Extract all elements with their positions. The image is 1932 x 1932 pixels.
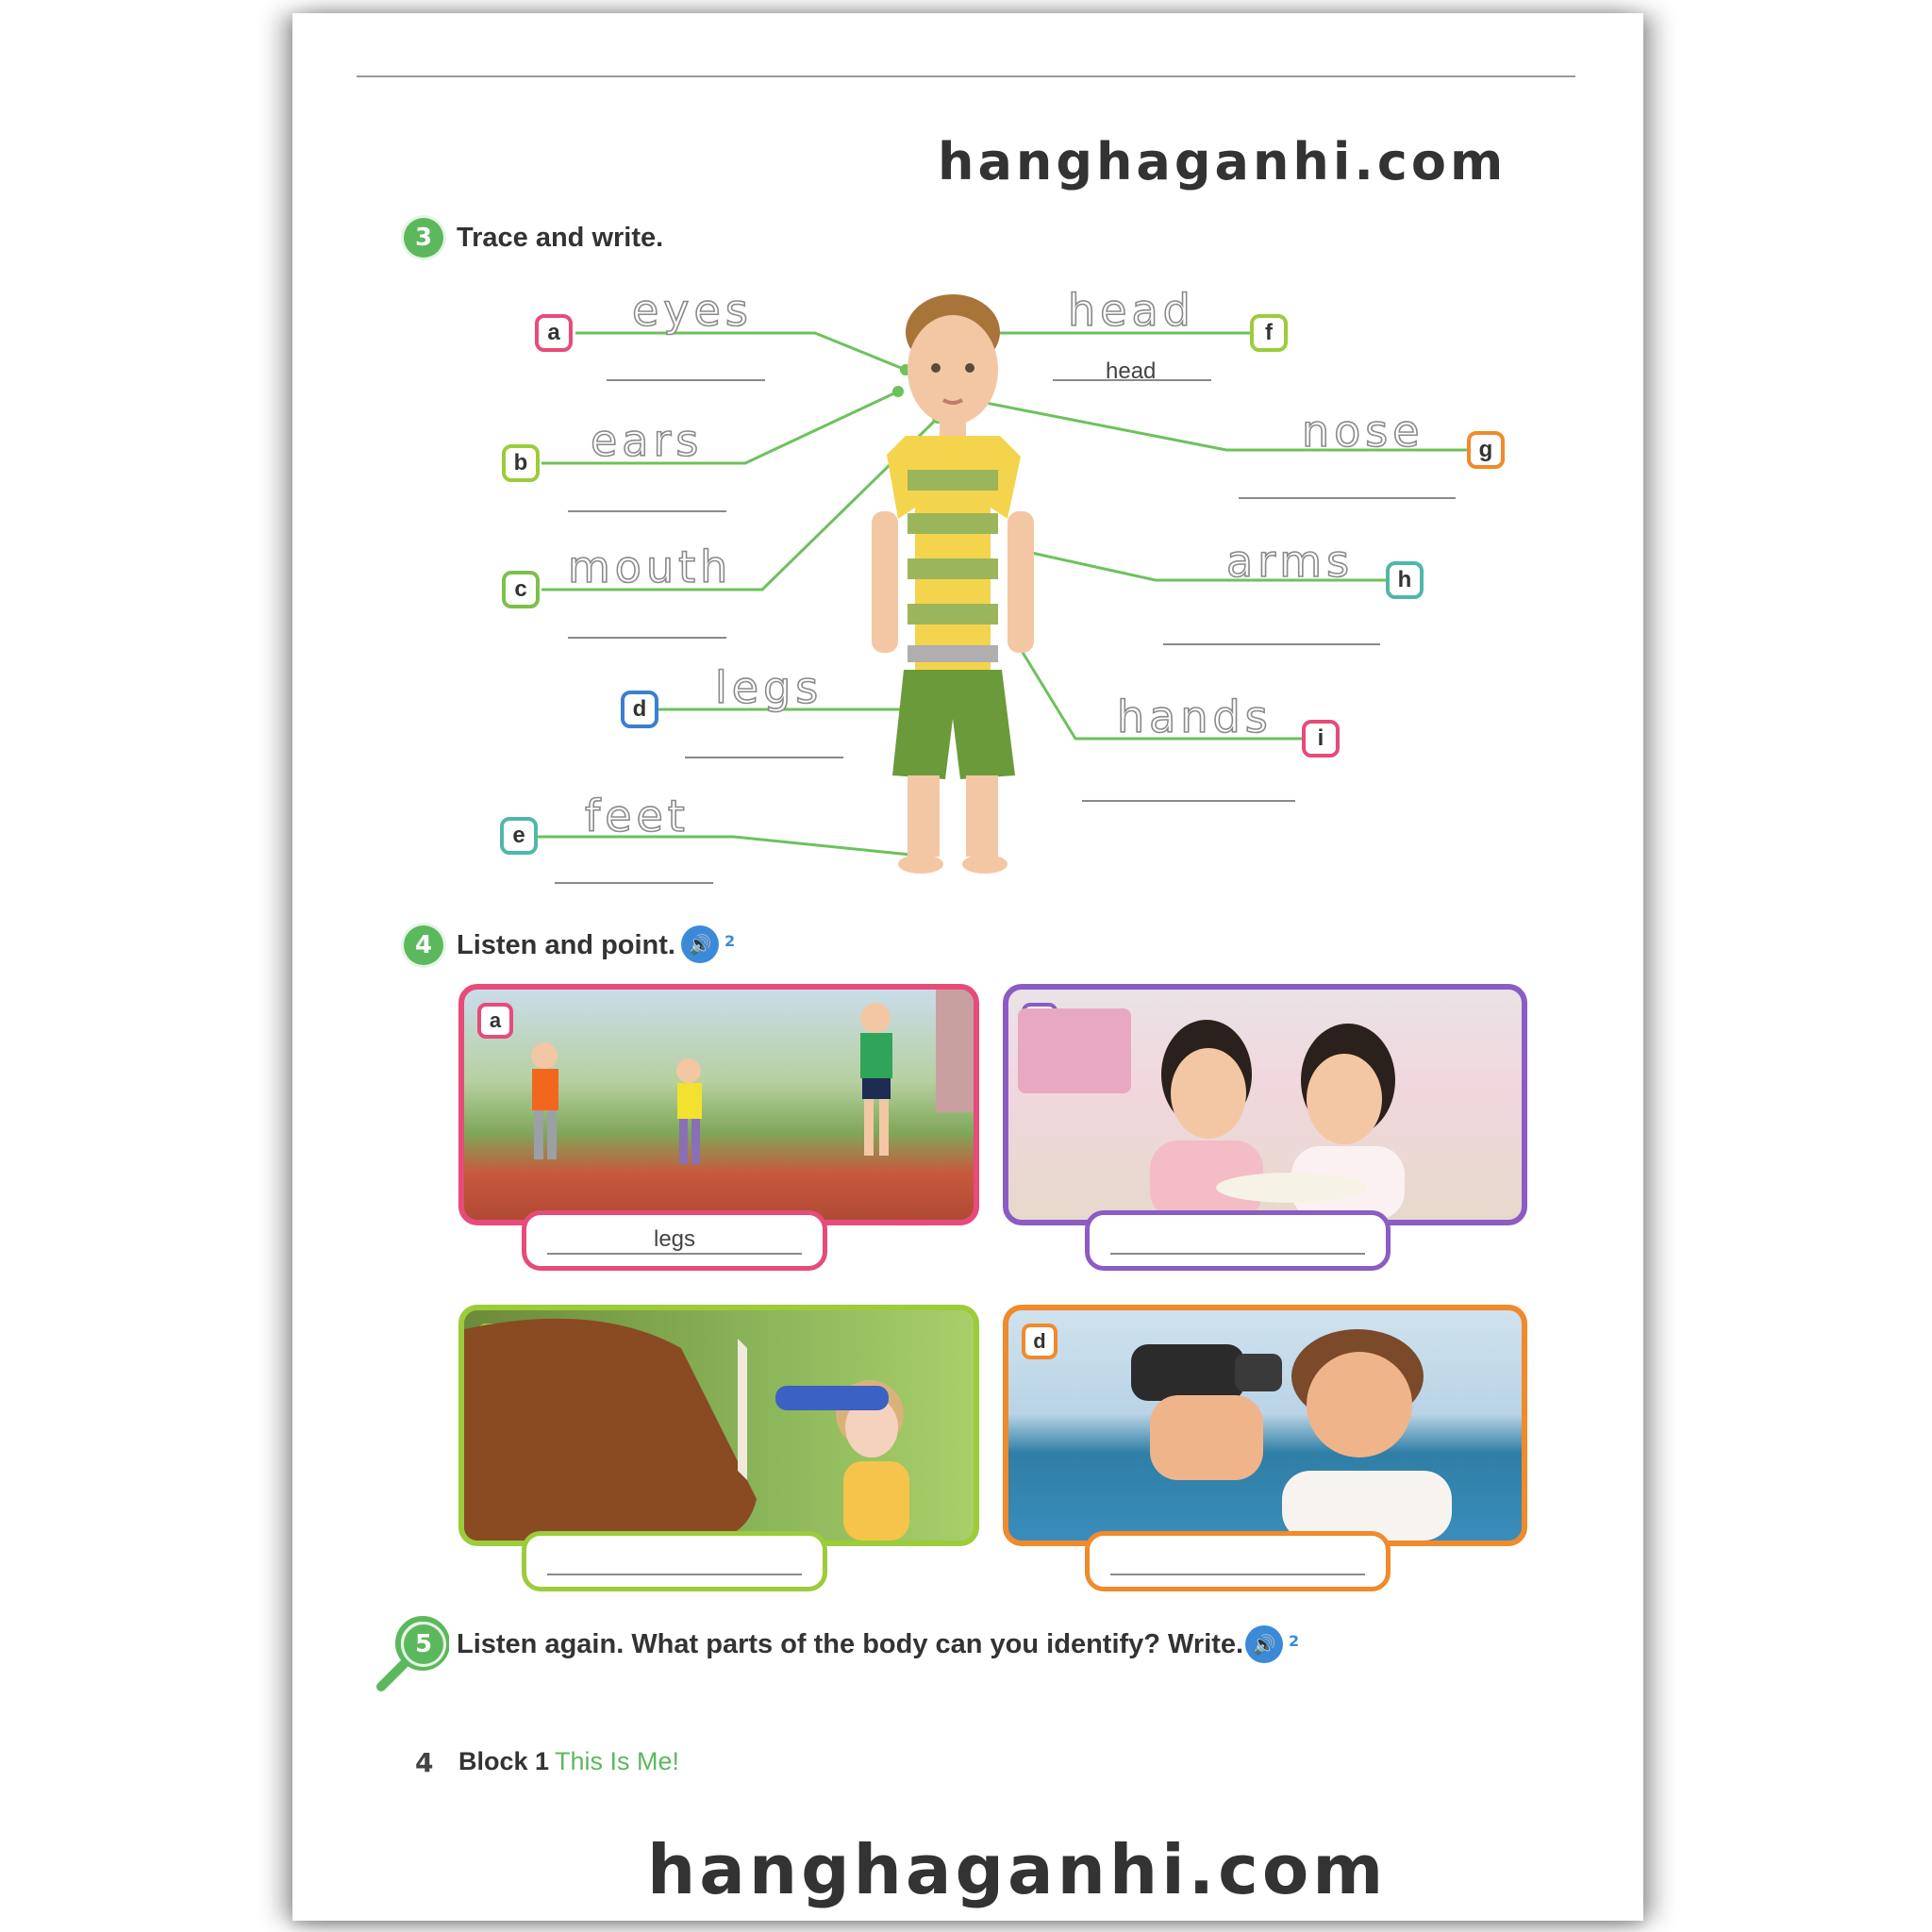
photo-badge-d: d <box>1022 1324 1058 1359</box>
label-badge-i: i <box>1302 720 1340 758</box>
trace-word-mouth: mouth <box>568 541 733 592</box>
answer-box-a[interactable] <box>522 1210 827 1271</box>
photo-c-horse-and-girl[interactable] <box>458 1305 979 1546</box>
photo-a-running-kids[interactable] <box>458 984 979 1225</box>
audio-icon[interactable]: 🔊 <box>681 925 719 963</box>
write-line-a[interactable] <box>607 379 765 381</box>
watermark-top: hanghaganhi.com <box>938 132 1507 192</box>
answer-line-b <box>1110 1253 1365 1255</box>
label-badge-e: e <box>500 817 538 855</box>
top-rule <box>357 75 1575 77</box>
written-answer-f: head <box>1106 358 1157 384</box>
write-line-h[interactable] <box>1163 643 1380 645</box>
girls-eating-figures <box>1008 990 1522 1220</box>
label-badge-h: h <box>1386 561 1424 599</box>
write-line-i[interactable] <box>1082 800 1295 802</box>
write-line-c[interactable] <box>568 637 726 639</box>
audio-track-number-2: 2 <box>1289 1632 1300 1650</box>
answer-line-d <box>1110 1574 1365 1575</box>
label-badge-b: b <box>502 444 540 482</box>
trace-word-eyes: eyes <box>632 285 753 336</box>
answer-line-c <box>547 1574 802 1575</box>
trace-word-feet: feet <box>585 791 690 841</box>
photo-d-boy-binoculars[interactable] <box>1003 1305 1527 1546</box>
answer-box-c[interactable] <box>522 1531 827 1591</box>
write-line-d[interactable] <box>685 757 843 758</box>
write-line-e[interactable] <box>555 882 713 884</box>
label-badge-a: a <box>535 314 573 352</box>
write-line-b[interactable] <box>568 510 726 512</box>
exercise-4-title: Listen and point. <box>457 930 675 960</box>
running-kids-figures <box>464 990 974 1220</box>
label-badge-g: g <box>1467 431 1505 469</box>
answer-text-a: legs <box>653 1226 696 1252</box>
unit-title: This Is Me! <box>555 1747 680 1775</box>
exercise-4-number: 4 <box>404 925 443 965</box>
boy-illustration <box>849 294 1057 879</box>
label-badge-f: f <box>1250 314 1288 352</box>
audio-icon-2[interactable]: 🔊 <box>1245 1625 1283 1663</box>
exercise-3-title: Trace and write. <box>457 223 664 253</box>
trace-word-legs: legs <box>715 662 824 713</box>
trace-word-head: head <box>1068 285 1195 336</box>
trace-word-nose: nose <box>1302 406 1424 457</box>
answer-box-d[interactable] <box>1085 1531 1391 1591</box>
answer-line-a <box>547 1253 802 1255</box>
boy-binoculars-figures <box>1008 1310 1522 1541</box>
photo-b-girls-eating[interactable] <box>1003 984 1527 1225</box>
answer-box-b[interactable] <box>1085 1210 1391 1271</box>
horse-girl-figures <box>464 1310 974 1541</box>
page-number: 4 <box>415 1747 434 1778</box>
trace-word-arms: arms <box>1226 536 1355 587</box>
trace-word-ears: ears <box>591 415 704 466</box>
label-badge-c: c <box>502 571 540 608</box>
label-badge-d: d <box>621 691 658 728</box>
photo-badge-a: a <box>477 1003 513 1039</box>
watermark-bottom: hanghaganhi.com <box>647 1830 1388 1909</box>
exercise-5-title: Listen again. What parts of the body can you identify? Write. <box>457 1629 1244 1659</box>
exercise-3-number: 3 <box>404 218 443 258</box>
write-line-g[interactable] <box>1239 497 1456 499</box>
trace-word-hands: hands <box>1117 691 1273 742</box>
audio-track-number: 2 <box>724 932 736 950</box>
exercise-5-number: 5 <box>404 1624 443 1664</box>
block-label: Block 1 <box>458 1747 550 1775</box>
